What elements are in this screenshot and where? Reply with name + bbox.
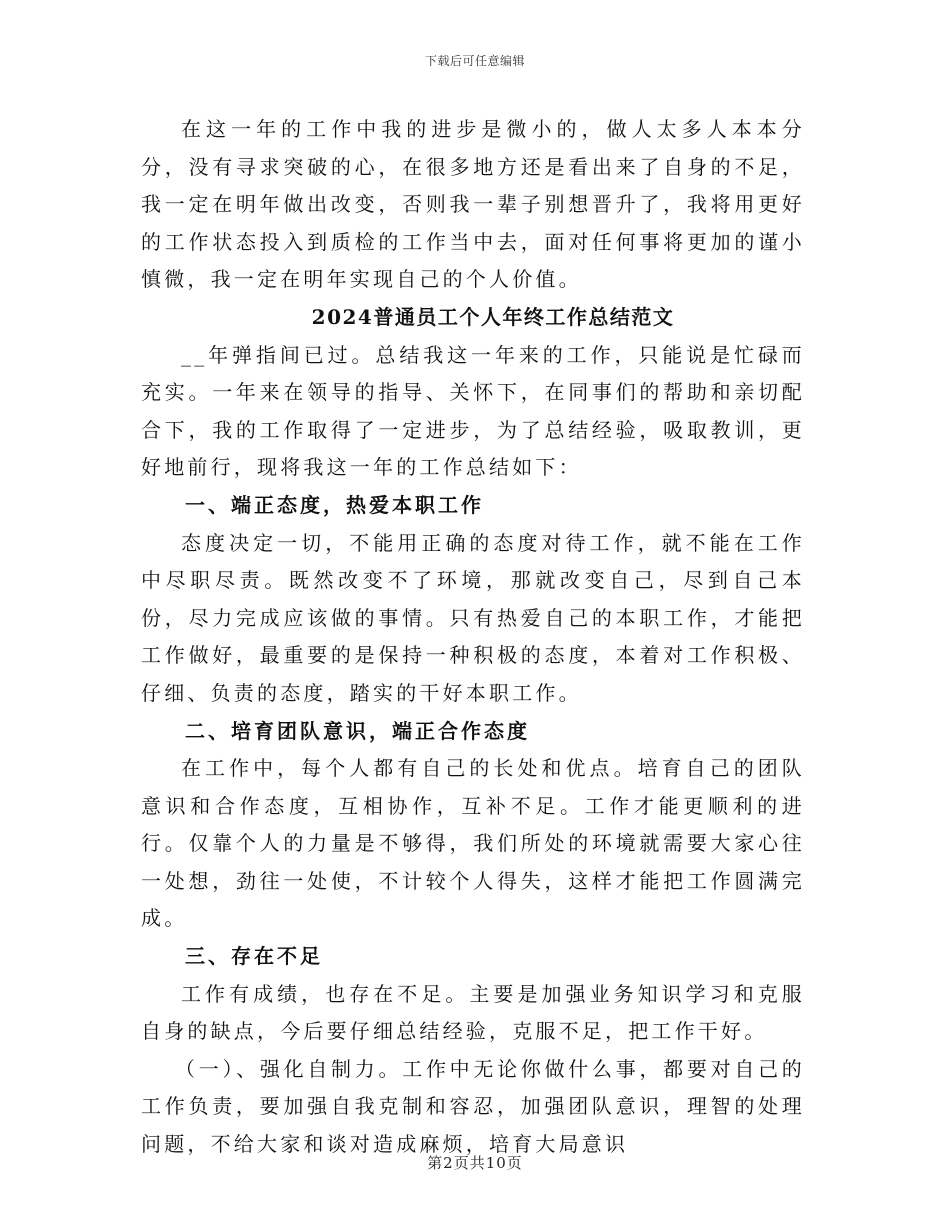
page-number-footer: 第2页共10页 — [427, 1154, 523, 1172]
document-title: 2024普通员工个人年终工作总结范文 — [311, 304, 675, 329]
intro-paragraph: 在这一年的工作中我的进步是微小的，做人太多人本本分分，没有寻求突破的心，在很多地方还是看出来了自身的不足，我一定在明年做出改变，否则我一辈子别想晋升了，我将用更好的工作状态投入到质检的工作当中去，面对任何事将更加的谨小慎微，我一定在明年实现自己的个人价值。 — [141, 117, 805, 292]
opening-paragraph: __年弹指间已过。总结我这一年来的工作，只能说是忙碌而充实。一年来在领导的指导、关怀下，在同事们的帮助和亲切配合下，我的工作取得了一定进步，为了总结经验，吸取教训，更好地前行，现将我这一年的工作总结如下： — [141, 342, 805, 480]
sub-item-1-paragraph: （一）、强化自制力。工作中无论你做什么事，都要对自己的工作负责，要加强自我克制和容忍，加强团队意识，理智的处理问题，不给大家和谈对造成麻烦，培育大局意识 — [141, 1056, 805, 1157]
section-1-paragraph: 态度决定一切，不能用正确的态度对待工作，就不能在工作中尽职尽责。既然改变不了环境，那就改变自己，尽到自己本份，尽力完成应该做的事情。只有热爱自己的本职工作，才能把工作做好，最重要的是保持一种积极的态度，本着对工作积极、仔细、负责的态度，踏实的干好本职工作。 — [141, 530, 805, 705]
section-2-paragraph: 在工作中，每个人都有自己的长处和优点。培育自己的团队意识和合作态度，互相协作，互补不足。工作才能更顺利的进行。仅靠个人的力量是不够得，我们所处的环境就需要大家心往一处想，劲往一处使，不计较个人得失，这样才能把工作圆满完成。 — [141, 756, 805, 931]
document-body — [141, 111, 805, 1164]
header-note: 下载后可任意编辑 — [424, 54, 525, 68]
section-2-heading: 二、培育团队意识，端正合作态度 — [185, 718, 530, 743]
section-3-paragraph: 工作有成绩，也存在不足。主要是加强业务知识学习和克服自身的缺点，今后要仔细总结经验，克服不足，把工作干好。 — [141, 981, 805, 1044]
section-1-heading: 一、端正态度，热爱本职工作 — [185, 492, 484, 517]
section-3-heading: 三、存在不足 — [185, 944, 323, 969]
